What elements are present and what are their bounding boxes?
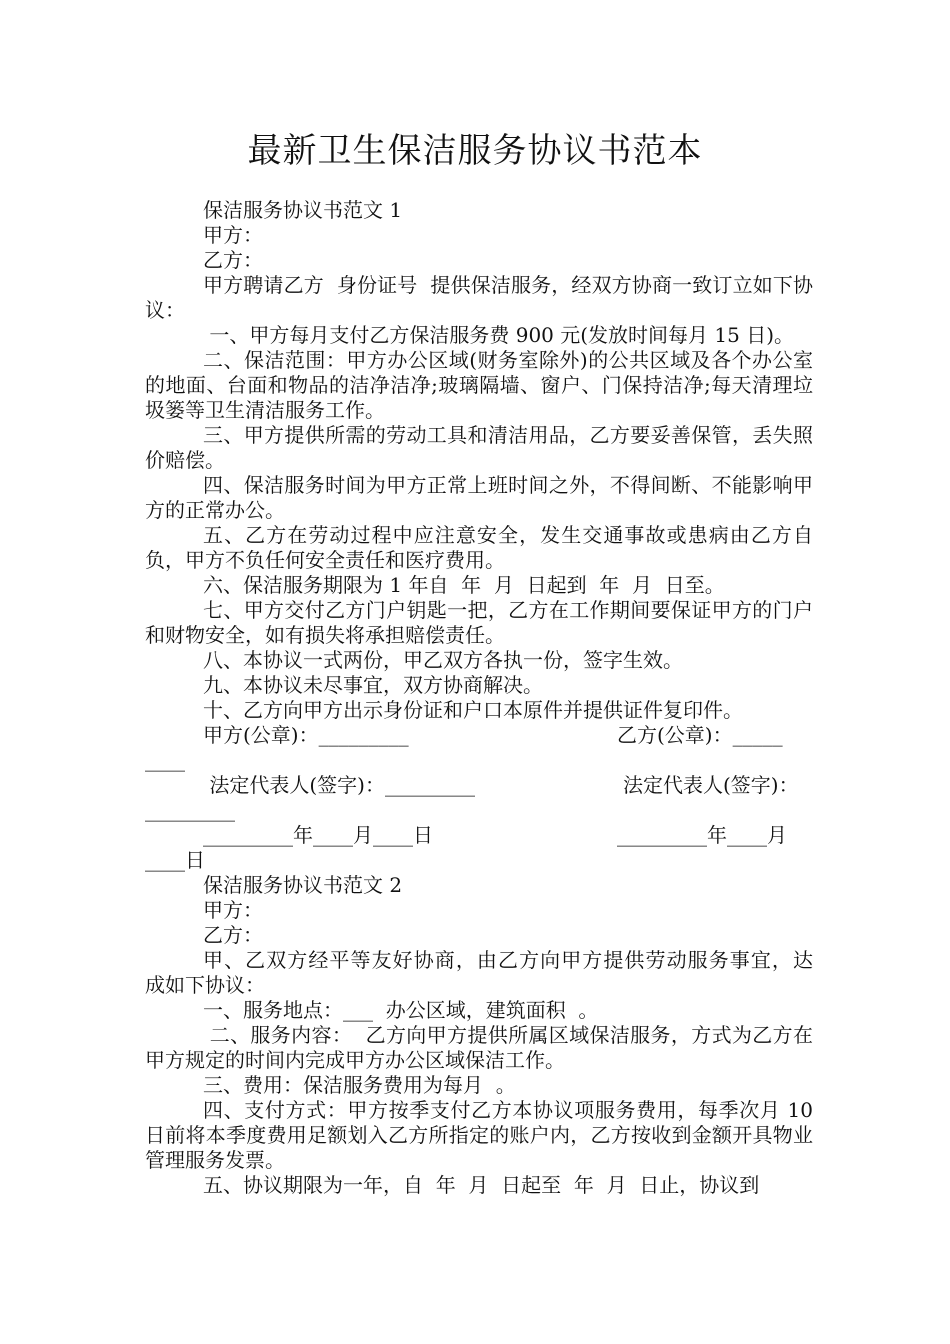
document-title: 最新卫生保洁服务协议书范本 [247,131,703,171]
paragraph: 甲方： [203,898,263,922]
paragraph: 甲、乙双方经平等友好协商，由乙方向甲方提供劳动服务事宜，达 成如下协议： [145,948,826,997]
paragraph: 甲方聘请乙方 身份证号 提供保洁服务，经双方协商一致订立如下协议： [145,273,813,322]
paragraph: 二、服务内容： 乙方向甲方提供所属区域保洁服务，方式为乙方在甲方规定的时间内完成甲方办公区域保洁工作。 [145,1023,814,1072]
paragraph: 保洁服务协议书范文 2 [203,873,403,897]
paragraph: 一、服务地点：___ 办公区域，建筑面积 。 [203,998,599,1022]
signature-blank-continuation: ____日 [145,848,205,872]
paragraph: 三、甲方提供所需的劳动工具和清洁用品，乙方要妥善保管，丢失照价赔偿。 [145,423,813,472]
signature-row [145,723,813,773]
signature-row [145,823,813,873]
signature-blank-continuation: ____ [145,748,185,772]
signature-party-a: 法定代表人(签字)：_________ [203,773,475,797]
signature-party-b: 乙方(公章)：_____ [617,723,783,747]
signature-party-a: _________年____月____日 [203,823,433,847]
signature-blank-continuation: _________ [145,798,235,822]
paragraph: 十、乙方向甲方出示身份证和户口本原件并提供证件复印件。 [203,698,743,722]
document-body [145,198,826,1198]
paragraph: 乙方： [203,248,263,272]
paragraph: 七、甲方交付乙方门户钥匙一把，乙方在工作期间要保证甲方的门户和财物安全，如有损失将承担赔偿责任。 [145,598,813,647]
paragraph: 二、保洁范围：甲方办公区域(财务室除外)的公共区域及各个办公室的地面、台面和物品的洁净洁净;玻璃隔墙、窗户、门保持洁净;每天清理垃圾篓等卫生清洁服务工作。 [145,348,813,422]
paragraph: 五、乙方在劳动过程中应注意安全，发生交通事故或患病由乙方自负，甲方不负任何安全责任和医疗费用。 [145,523,813,572]
signature-row [145,773,813,823]
paragraph: 四、支付方式：甲方按季支付乙方本协议项服务费用，每季次月 10 日前将本季度费用足额划入乙方所指定的账户内，乙方按收到金额开具物业管理服务发票。 [145,1098,820,1172]
signature-party-b: _________年____月 [617,823,787,847]
signature-party-a: 甲方(公章)：_________ [203,723,409,747]
paragraph: 六、保洁服务期限为 1 年自 年 月 日起到 年 月 日至。 [203,573,725,597]
paragraph: 三、费用：保洁服务费用为每月 。 [203,1073,516,1097]
paragraph: 一、甲方每月支付乙方保洁服务费 900 元(发放时间每月 15 日)。 [203,323,795,347]
paragraph: 甲方： [203,223,263,247]
paragraph: 八、本协议一式两份，甲乙双方各执一份，签字生效。 [203,648,683,672]
paragraph: 五、协议期限为一年，自 年 月 日起至 年 月 日止，协议到 [203,1173,760,1197]
paragraph: 保洁服务协议书范文 1 [203,198,403,222]
paragraph: 九、本协议未尽事宜，双方协商解决。 [203,673,543,697]
paragraph: 乙方： [203,923,263,947]
paragraph: 四、保洁服务时间为甲方正常上班时间之外，不得间断、不能影响甲方的正常办公。 [145,473,813,522]
signature-party-b: 法定代表人(签字)： [623,773,799,797]
